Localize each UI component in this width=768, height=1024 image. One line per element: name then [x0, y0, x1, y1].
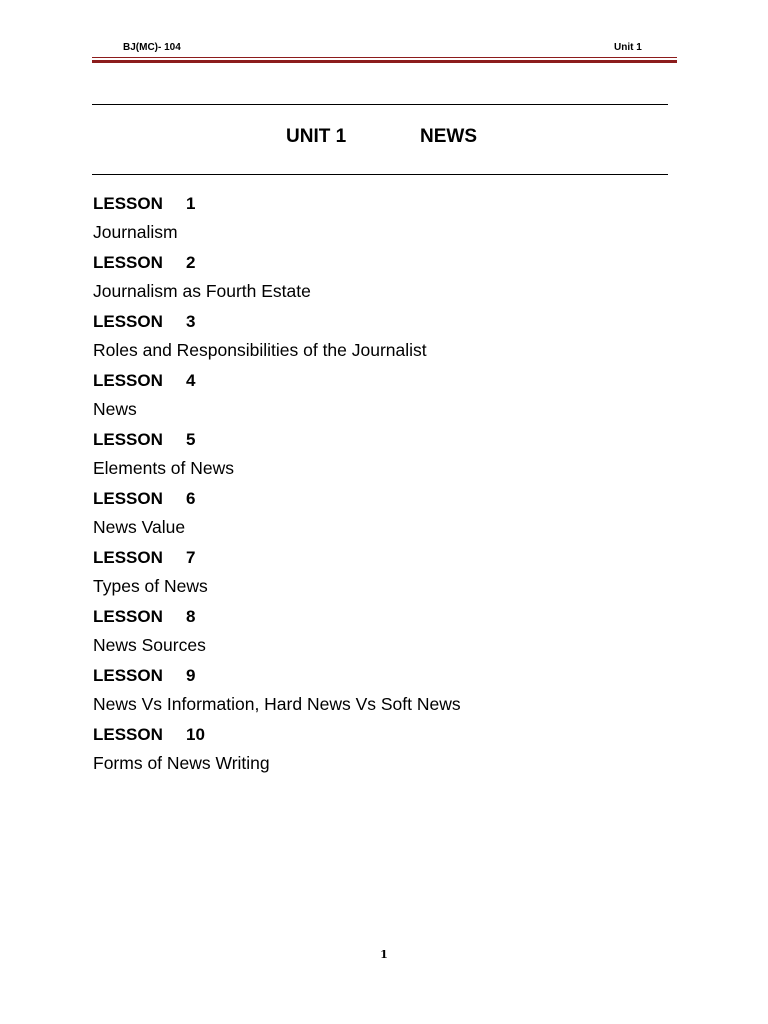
lesson-label: LESSON	[93, 430, 163, 449]
lesson-title: Journalism	[93, 222, 178, 242]
lesson-entry	[93, 252, 461, 311]
lesson-label: LESSON	[93, 371, 163, 390]
lesson-number: 7	[186, 548, 196, 567]
lesson-list	[93, 193, 461, 783]
lesson-entry	[93, 370, 461, 429]
lesson-number: 9	[186, 666, 196, 685]
lesson-entry	[93, 724, 461, 783]
header-rule-thick	[92, 60, 677, 63]
lesson-number: 10	[186, 725, 205, 744]
lesson-title: Elements of News	[93, 458, 235, 478]
unit-number: UNIT 1	[286, 126, 347, 147]
lesson-number: 4	[186, 371, 196, 390]
lesson-entry	[93, 488, 461, 547]
lesson-number: 6	[186, 489, 196, 508]
lesson-entry	[93, 311, 461, 370]
lesson-entry	[93, 547, 461, 606]
lesson-number: 5	[186, 430, 196, 449]
lesson-label: LESSON	[93, 194, 163, 213]
lesson-entry	[93, 606, 461, 665]
lesson-title: Journalism as Fourth Estate	[93, 281, 311, 301]
title-rule-bottom	[92, 174, 668, 175]
unit-title: NEWS	[420, 126, 477, 147]
lesson-number: 1	[186, 194, 196, 213]
page-number: 1	[380, 948, 388, 961]
lesson-title: News Value	[93, 517, 186, 537]
lesson-title: Forms of News Writing	[93, 753, 270, 773]
lesson-title: News Sources	[93, 635, 206, 655]
lesson-label: LESSON	[93, 489, 163, 508]
course-code: BJ(MC)- 104	[123, 42, 181, 53]
lesson-label: LESSON	[93, 607, 163, 626]
lesson-label: LESSON	[93, 548, 163, 567]
lesson-label: LESSON	[93, 666, 163, 685]
lesson-number: 3	[186, 312, 196, 331]
title-rule-top	[92, 104, 668, 105]
lesson-label: LESSON	[93, 312, 163, 331]
lesson-title: Types of News	[93, 576, 208, 596]
lesson-number: 2	[186, 253, 196, 272]
lesson-entry	[93, 665, 461, 724]
lesson-title: News Vs Information, Hard News Vs Soft News	[93, 694, 461, 714]
header-rule-thin	[92, 57, 677, 58]
lesson-title: News	[93, 399, 137, 419]
lesson-label: LESSON	[93, 253, 163, 272]
header-unit: Unit 1	[614, 42, 642, 53]
lesson-number: 8	[186, 607, 196, 626]
lesson-entry	[93, 193, 461, 252]
lesson-label: LESSON	[93, 725, 163, 744]
lesson-entry	[93, 429, 461, 488]
lesson-title: Roles and Responsibilities of the Journalist	[93, 340, 427, 360]
